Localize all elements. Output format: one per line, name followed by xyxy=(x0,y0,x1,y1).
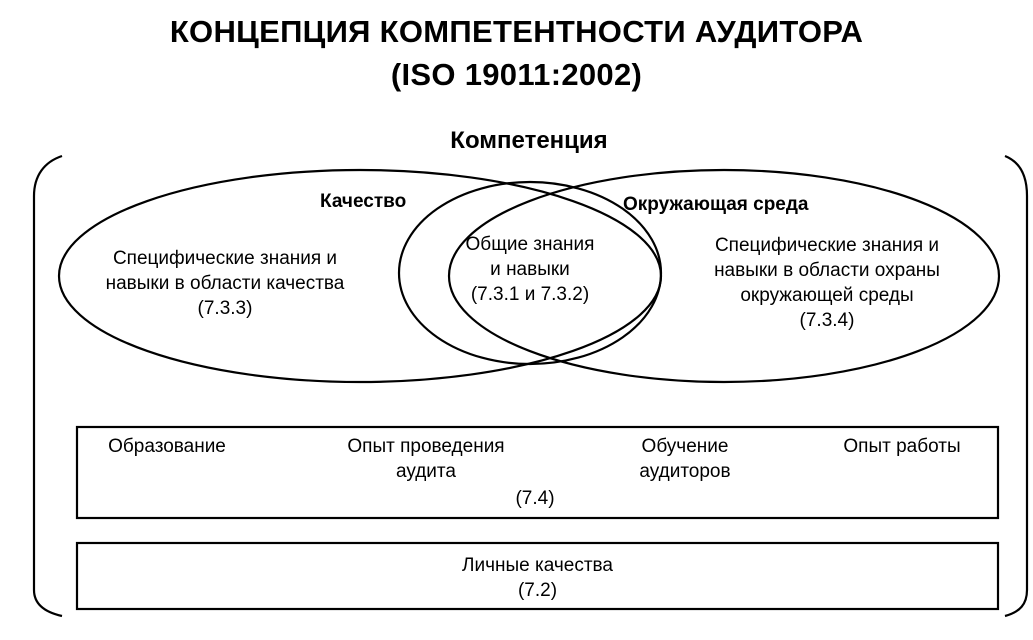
quality-label: Качество xyxy=(320,191,407,212)
environment-text: Специфические знания и навыки в области охраны окружающей среды (7.3.4) xyxy=(714,235,940,331)
competence-label: Компетенция xyxy=(450,127,608,154)
environment-label: Окружающая среда xyxy=(623,194,809,215)
diagram-title: КОНЦЕПЦИЯ КОМПЕТЕНТНОСТИ АУДИТОРА xyxy=(169,14,864,49)
education-item: Образование xyxy=(108,436,226,457)
audit-experience-item: Опыт проведения аудита xyxy=(347,436,505,482)
personal-qualities-ref: (7.2) xyxy=(517,580,558,601)
auditor-training-item: Обучение аудиторов xyxy=(639,436,731,482)
work-experience-item: Опыт работы xyxy=(843,436,961,457)
personal-qualities-label: Личные качества xyxy=(462,555,613,576)
diagram-subtitle: (ISO 19011:2002) xyxy=(390,57,643,92)
competence-bracket-left xyxy=(34,156,62,616)
common-text: Общие знания и навыки (7.3.1 и 7.3.2) xyxy=(465,234,595,305)
competence-bracket-right xyxy=(1005,156,1027,616)
quality-text: Специфические знания и навыки в области качества (7.3.3) xyxy=(105,248,345,319)
experience-ref: (7.4) xyxy=(515,488,555,509)
